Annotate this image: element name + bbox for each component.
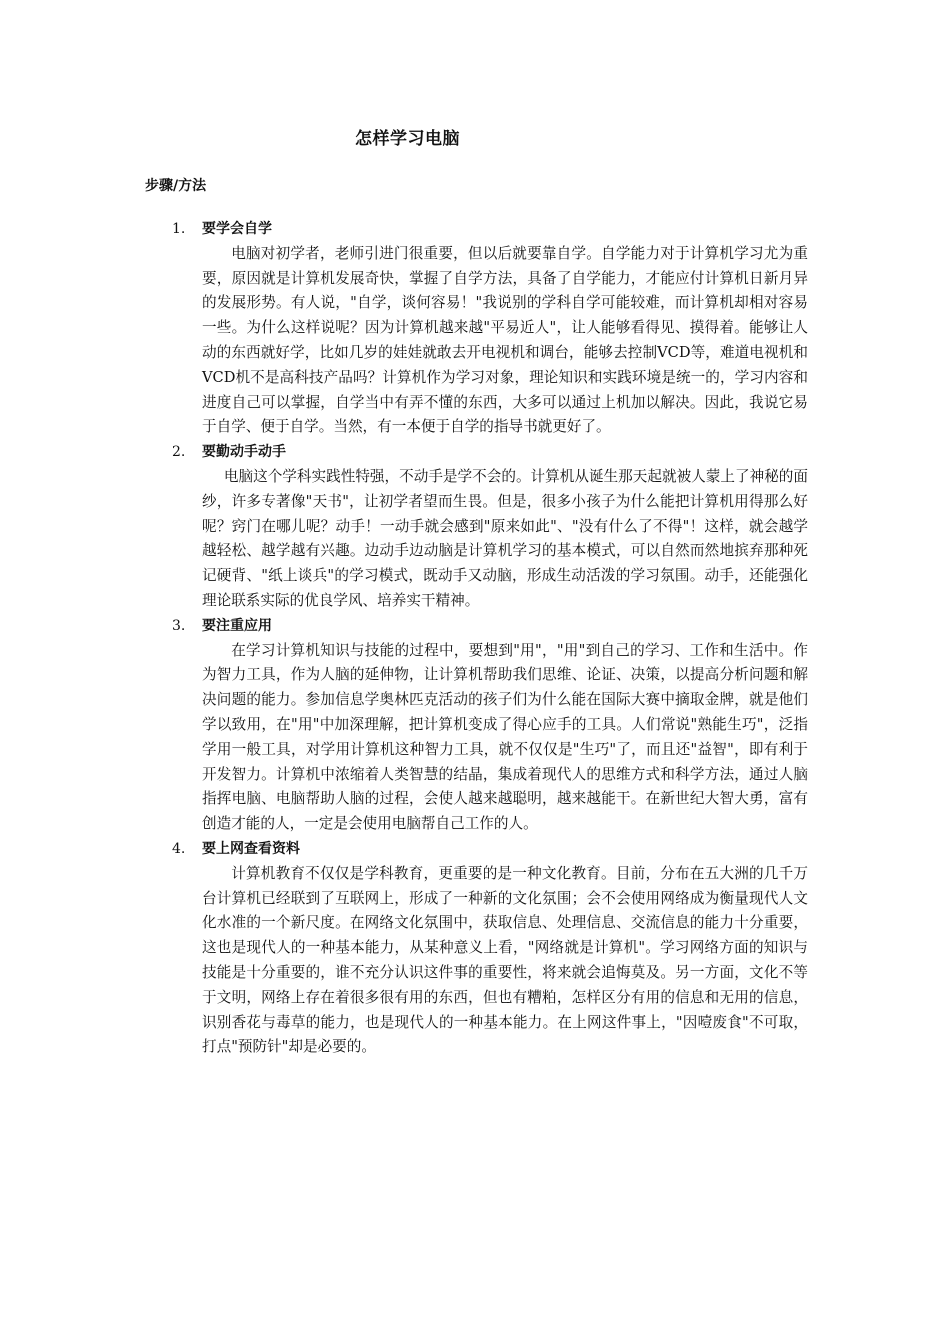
step-body: 计算机教育不仅仅是学科教育，更重要的是一种文化教育。目前，分布在五大洲的几千万台计算机已经联到了互联网上，形成了一种新的文化氛围；会不会使用网络成为衡量现代人文化水准的一个新尺度。在网络文化氛围中，获取信息、处理信息、交流信息的能力十分重要，这也是现代人的一种基本能力，从某种意义上看，"网络就是计算机"。学习网络方面的知识与技能是十分重要的，谁不充分认识这件事的重要性，将来就会追悔莫及。另一方面，文化不等于文明，网络上存在着很多很有用的东西，但也有糟粕，怎样区分有用的信息和无用的信息，识别香花与毒草的能力，也是现代人的一种基本能力。在上网这件事上，"因噎废食"不可取，打点"预防针"却是必要的。 [202,864,808,1056]
step-body: 在学习计算机知识与技能的过程中，要想到"用"，"用"到自己的学习、工作和生活中。作为智力工具，作为人脑的延伸物，让计算机帮助我们思维、论证、决策，以提高分析问题和解决问题的能力。参加信息学奥林匹克活动的孩子们为什么能在国际大赛中摘取金牌，就是他们学以致用，在"用"中加深理解，把计算机变成了得心应手的工具。人们常说"熟能生巧"，泛指学用一般工具，对学用计算机这种智力工具，就不仅仅是"生巧"了，而且还"益智"，即有利于开发智力。计算机中浓缩着人类智慧的结晶，集成着现代人的思维方式和科学方法，通过人脑指挥电脑、电脑帮助人脑的过程，会使人越来越聪明，越来越能干。在新世纪大智大勇，富有创造才能的人，一定是会使用电脑帮自己工作的人。 [202,641,808,833]
step-number: 1. [172,221,186,237]
step-body: 电脑对初学者，老师引进门很重要，但以后就要靠自学。自学能力对于计算机学习尤为重要，原因就是计算机发展奇快，掌握了自学方法，具备了自学能力，才能应付计算机日新月异的发展形势。有人说，"自学，谈何容易！"我说别的学科自学可能较难，而计算机却相对容易一些。为什么这样说呢？因为计算机越来越"平易近人"，让人能够看得见、摸得着。能够让人动的东西就好学，比如几岁的娃娃就敢去开电视机和调台，能够去控制VCD等，难道电视机和VCD机不是高科技产品吗？计算机作为学习对象，理论知识和实践环境是统一的，学习内容和进度自己可以掌握，自学当中有弄不懂的东西，大多可以通过上机加以解决。因此，我说它易于自学、便于自学。当然，有一本便于自学的指导书就更好了。 [202,244,808,436]
step-heading: 要学会自学 [202,221,272,237]
step-number: 4. [172,840,186,857]
step-heading: 要上网查看资料 [202,840,300,857]
step-heading: 要勤动手动手 [202,444,286,461]
step-item [172,440,812,614]
step-item [172,614,812,837]
step-body: 电脑这个学科实践性特强，不动手是学不会的。计算机从诞生那天起就被人蒙上了神秘的面纱，许多专著像"天书"，让初学者望而生畏。但是，很多小孩子为什么能把计算机用得那么好呢？窍门在哪儿呢？动手！一动手就会感到"原来如此"、"没有什么了不得"！这样，就会越学越轻松、越学越有兴趣。边动手边动脑是计算机学习的基本模式，可以自然而然地摈弃那种死记硬背、"纸上谈兵"的学习模式，既动手又动脑，形成生动活泼的学习氛围。动手，还能强化理论联系实际的优良学风、培养实干精神。 [202,467,808,609]
step-item [172,217,812,440]
steps-list [172,217,812,1060]
step-heading: 要注重应用 [202,617,272,634]
section-subtitle: 步骤/方法 [145,178,207,194]
step-number: 3. [172,617,186,634]
page-title: 怎样学习电脑 [355,129,460,149]
step-item [172,837,812,1060]
step-number: 2. [172,444,186,461]
